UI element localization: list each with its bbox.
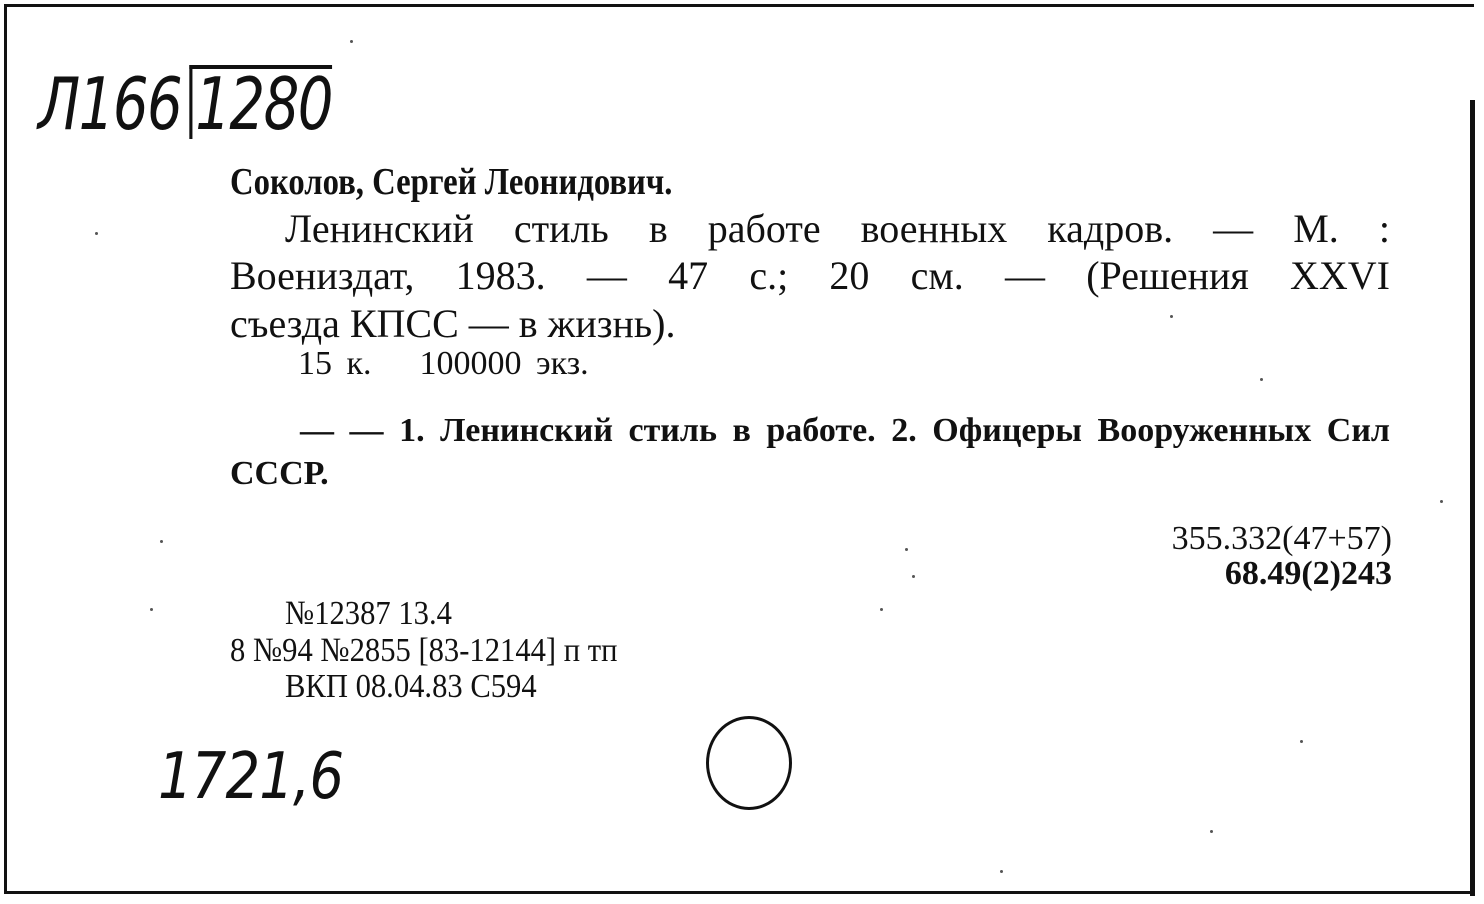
technical-line-1: №12387 13.4 [285,595,452,632]
handwritten-call-number [38,62,332,146]
description-line-2: Воениздат, 1983. — 47 с.; 20 см. — (Решения XXVI [230,253,1390,298]
subject-headings-line-2: СССР. [230,455,329,492]
technical-line-3: ВКП 08.04.83 С594 [285,668,537,705]
handwritten-accession-number: 1721,6 [158,740,344,814]
description-line-1: Ленинский стиль в работе военных кадров. — М. : [285,206,1390,251]
speck [1000,870,1003,873]
card-punch-hole [706,716,792,810]
speck [1440,500,1443,503]
speck [1210,830,1213,833]
speck [350,40,353,43]
technical-line-2: 8 №94 №2855 [83-12144] п тп [230,632,618,669]
speck [880,608,883,611]
description-line-3: съезда КПСС — в жизнь). [230,301,676,346]
price-line [298,345,589,383]
price: 15 к. [298,345,372,382]
call-number-left: Л166 [38,62,182,146]
print-run: 100000 экз. [419,345,589,382]
author-heading: Соколов, Сергей Леонидович. [230,161,673,203]
speck [912,575,915,578]
speck [905,548,908,551]
speck [150,608,153,611]
udc-classification: 355.332(47+57) [1171,520,1392,557]
call-number-right: 1280 [189,65,332,139]
speck [1170,315,1173,318]
speck [1260,378,1263,381]
card-right-edge [1470,100,1475,896]
speck [95,232,98,235]
speck [1300,740,1303,743]
subject-headings-line-1: — — 1. Ленинский стиль в работе. 2. Офицеры Вооруженных Сил [300,412,1390,449]
speck [160,540,163,543]
bbk-classification: 68.49(2)243 [1224,555,1392,592]
